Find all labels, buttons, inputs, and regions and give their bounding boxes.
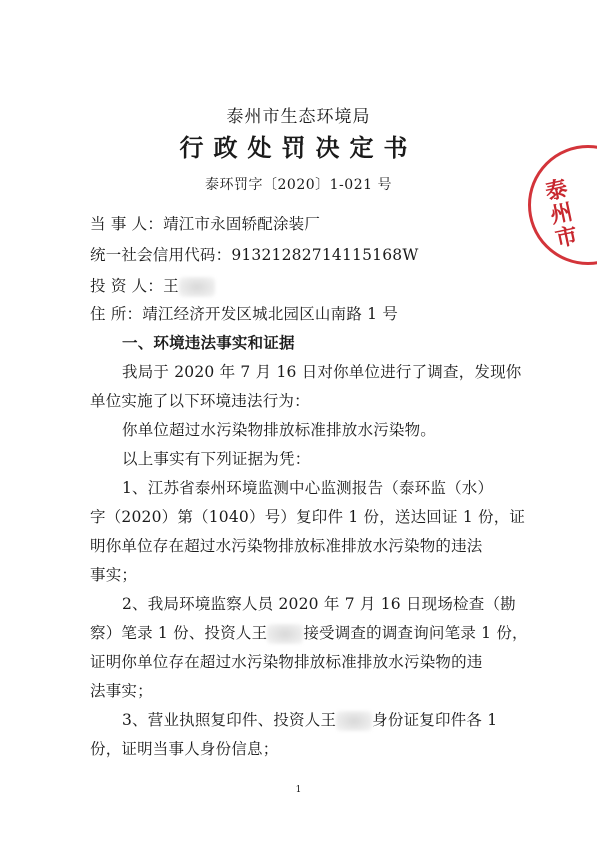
seal-text: 泰州市	[539, 176, 581, 252]
address-row	[90, 304, 398, 324]
party-label: 当 事 人：	[90, 215, 164, 233]
party-value: 靖江市永固轿配涂装厂	[163, 215, 321, 233]
evidence-line	[90, 623, 528, 644]
document-title: 行政处罚决定书	[179, 133, 418, 162]
evidence-line: 份，证明当事人身份信息；	[90, 740, 279, 758]
evidence-text: 3、营业执照复印件、投资人王	[122, 711, 337, 729]
evidence-line: 明你单位存在超过水污染物排放标准排放水污染物的违法	[90, 537, 483, 555]
evidence-text: 接受调查的调查询问笔录 1 份，	[303, 624, 528, 642]
investor-value: 王	[163, 277, 179, 295]
paragraph-line: 你单位超过水污染物排放标准排放水污染物。	[122, 421, 437, 439]
investor-label: 投 资 人：	[90, 277, 164, 295]
document-number: 泰环罚字〔2020〕1-021 号	[205, 177, 392, 193]
evidence-line	[122, 710, 497, 731]
evidence-line: 事实；	[90, 566, 138, 584]
redaction-blur	[267, 624, 303, 644]
evidence-text: 察）笔录 1 份、投资人王	[90, 624, 268, 642]
paragraph-line: 单位实施了以下环境违法行为：	[90, 392, 310, 410]
agency-name: 泰州市生态环境局	[226, 107, 371, 127]
paragraph-line: 我局于 2020 年 7 月 16 日对你单位进行了调查，发现你	[122, 363, 522, 381]
credit-code-label: 统一社会信用代码：	[90, 246, 232, 264]
section-heading: 一、环境违法事实和证据	[122, 333, 295, 352]
investor-row	[90, 276, 215, 297]
address-value: 靖江经济开发区城北园区山南路 1 号	[142, 305, 399, 323]
evidence-text: 身份证复印件各 1	[372, 711, 498, 729]
evidence-line: 2、我局环境监察人员 2020 年 7 月 16 日现场检查（勘	[122, 595, 516, 613]
credit-code-row	[90, 245, 419, 265]
party-row	[90, 214, 320, 234]
redaction-blur	[179, 277, 215, 297]
evidence-line: 证明你单位存在超过水污染物排放标准排放水污染物的违	[90, 653, 483, 671]
redaction-blur	[336, 711, 372, 731]
credit-code-value: 91321282714115168W	[231, 246, 419, 264]
evidence-line: 1、江苏省泰州环境监测中心监测报告（泰环监（水）	[122, 479, 494, 497]
page-number: 1	[295, 785, 302, 795]
address-label: 住 所：	[90, 305, 143, 323]
paragraph-line: 以上事实有下列证据为凭：	[122, 450, 311, 468]
evidence-line: 字（2020）第（1040）号）复印件 1 份，送达回证 1 份，证	[90, 508, 526, 526]
evidence-line: 法事实；	[90, 682, 153, 700]
